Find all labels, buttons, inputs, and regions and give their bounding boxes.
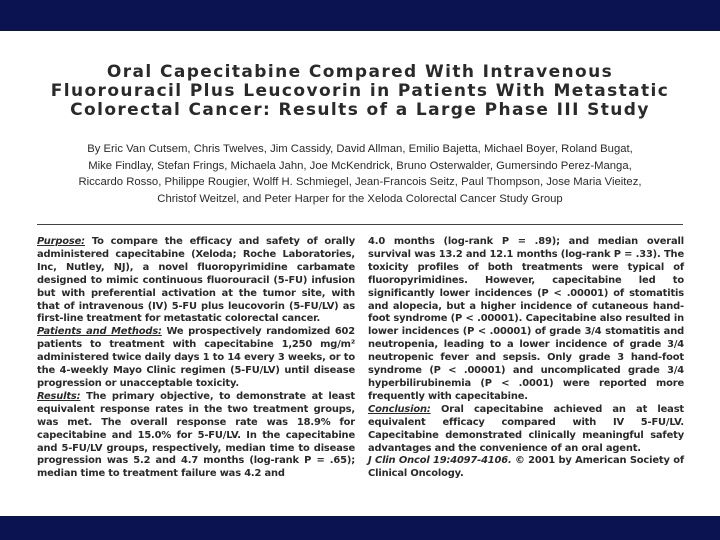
results-text-part1: The primary objective, to demonstrate at least equivalent response rates in the two treatment groups, was met. The overall response rate was 18.9% for capecitabine and 15.0% for 5-FU/LV. In the capecitabine and 5-FU/LV groups, respectively, median time to disease progression was 5.2 and 4.7 months (log-rank P = .65); median time to treatment failure was 4.2 and [37, 390, 355, 480]
citation-journal: J Clin Oncol 19:4097-4106. [368, 455, 512, 467]
top-frame-bar [0, 0, 720, 31]
abstract-left-column [37, 236, 355, 481]
methods-heading: Patients and Methods: [37, 326, 162, 338]
author-list [60, 141, 660, 207]
results-text-part2: 4.0 months (log-rank P = .89); and median overall survival was 13.2 and 12.1 months (log-rank P = .33). The toxicity profiles of both treatments were typical of fluoropyrimidines. However, capecitabine led to significantly lower incidences (P < .00001) of stomatitis and alopecia, but a higher incidence of cutaneous hand-foot syndrome (P < .00001). Capecitabine also resulted in lower incidences (P < .00001) of grade 3/4 stomatitis and neutropenia, leading to a lower incidence of grade 3/4 neutropenic fever and sepsis. Only grade 3 hand-foot syndrome (P < .00001) and uncomplicated grade 3/4 hyperbilirubinemia (P < .0001) were reported more frequently with capecitabine. [368, 236, 684, 402]
citation-copyright: © 2001 by American Society of Clinical Oncology. [368, 455, 684, 480]
purpose-text: To compare the efficacy and safety of orally administered capecitabine (Xeloda; Roche Laboratories, Inc, Nutley, NJ), a novel fluoropyrimidine carbamate designed to mimic continuous fluorouracil (5-FU) infusion but with preferential activation at the tumor site, with that of intravenous (IV) 5-FU plus leucovorin (5-FU/LV) as first-line treatment for metastatic colorectal cancer. [37, 236, 355, 325]
conclusion-text: Oral capecitabine achieved an at least equivalent efficacy compared with IV 5-FU/LV. Capecitabine demonstrated clinically meaningful safety advantages and the convenience of an oral agent. [368, 403, 684, 454]
author-line: By Eric Van Cutsem, Chris Twelves, Jim Cassidy, David Allman, Emilio Bajetta, Michael Boyer, Roland Bugat, [87, 143, 633, 155]
title-line: Colorectal Cancer: Results of a Large Phase III Study [70, 100, 650, 120]
bottom-frame-bar [0, 516, 720, 540]
methods-text: We prospectively randomized 602 patients to treatment with capecitabine 1,250 mg/m² administered twice daily days 1 to 14 every 3 weeks, or to the 4-weekly Mayo Clinic regimen (5-FU/LV) until disease progression or unacceptable toxicity. [37, 326, 355, 389]
conclusion-heading: Conclusion: [368, 403, 431, 415]
section-divider [37, 224, 683, 225]
title-line: Fluorouracil Plus Leucovorin in Patients With Metastatic [50, 81, 670, 101]
title-line: Oral Capecitabine Compared With Intravenous [106, 62, 614, 82]
paper-page [0, 31, 720, 516]
article-title [18, 63, 702, 120]
author-line: Mike Findlay, Stefan Frings, Michaela Jahn, Joe McKendrick, Bruno Osterwalder, Gumersindo Perez-Manga, [88, 159, 632, 172]
abstract-right-column [368, 236, 684, 481]
author-line: Christof Weitzel, and Peter Harper for the Xeloda Colorectal Cancer Study Group [157, 192, 563, 205]
author-line: Riccardo Rosso, Philippe Rougier, Wolff H. Schmiegel, Jean-Francois Seitz, Paul Thompson, Jose Maria Vieitez, [78, 176, 642, 188]
results-heading: Results: [37, 390, 81, 402]
purpose-heading: Purpose: [37, 236, 85, 247]
